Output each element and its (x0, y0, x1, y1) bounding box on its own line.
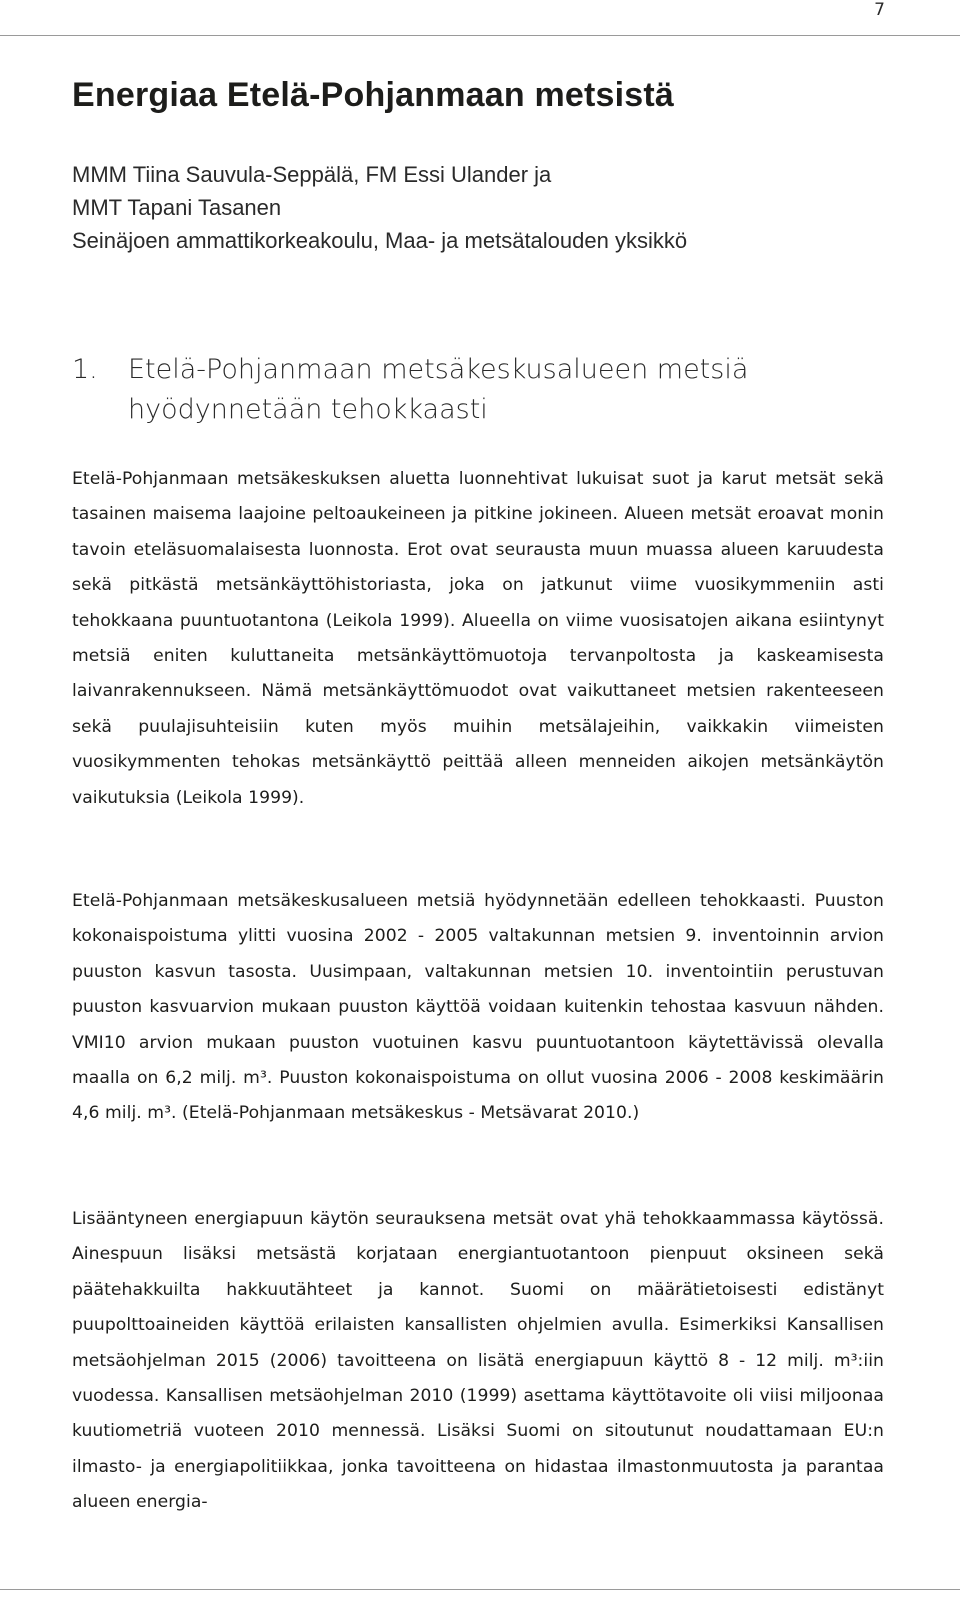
section-title: Etelä-Pohjanmaan metsäkeskusalueen metsiä hyödynnetään tehokkaasti (128, 354, 749, 425)
author-line: MMM Tiina Sauvula-Seppälä, FM Essi Ulander ja (72, 162, 552, 187)
author-block (72, 158, 902, 257)
body-paragraph: Etelä-Pohjanmaan metsäkeskusalueen metsiä hyödynnetään edelleen tehokkaasti. Puuston kokonaispoistuma ylitti vuosina 2002 - 2005 valtakunnan metsien 9. inventoinnin arvion puuston kasvun tasosta. Uusimpaan, valtakunnan metsien 10. inventointiin perustuvan puuston kasvuarvion mukaan puuston käyttöä voidaan kuitenkin tehostaa kasvuun nähden. VMI10 arvion mukaan puuston vuotuinen kasvu puuntuotantoon käytettävissä olevalla maalla on 6,2 milj. m³. Puuston kokonaispoistuma on ollut vuosina 2006 - 2008 keskimäärin 4,6 milj. m³. (Etelä-Pohjanmaan metsäkeskus - Metsävarat 2010.) (72, 891, 884, 1124)
author-line: MMT Tapani Tasanen (72, 195, 282, 220)
page-number: 7 (874, 0, 885, 20)
section-number: 1. (72, 354, 98, 385)
footer-rule (0, 1589, 960, 1590)
header-rule (0, 35, 960, 36)
section-heading (72, 350, 902, 430)
body-paragraph: Lisääntyneen energiapuun käytön seurauksena metsät ovat yhä tehokkaammassa käytössä. Ainespuun lisäksi metsästä korjataan energiantuotantoon pienpuut oksineen sekä päätehakkuilta hakkuutähteet ja kannot. Suomi on määrätietoisesti edistänyt puupolttoaineiden käyttöä erilaisten kansallisten ohjelmien avulla. Esimerkiksi Kansallisen metsäohjelman 2015 (2006) tavoitteena on lisätä energiapuun käyttö 8 - 12 milj. m³:iin vuodessa. Kansallisen metsäohjelman 2010 (1999) asettama käyttötavoite oli viisi miljoonaa kuutiometriä vuoteen 2010 mennessä. Lisäksi Suomi on sitoutunut noudattamaan EU:n ilmasto- ja energiapolitiikkaa, jonka tavoitteena on hidastaa ilmastonmuutosta ja parantaa alueen energia- (72, 1209, 884, 1513)
author-affiliation: Seinäjoen ammattikorkeakoulu, Maa- ja metsätalouden yksikkö (72, 228, 688, 253)
article-title: Energiaa Etelä-Pohjanmaan metsistä (72, 76, 675, 114)
body-paragraph: Etelä-Pohjanmaan metsäkeskuksen aluetta luonnehtivat lukuisat suot ja karut metsät sekä tasainen maisema laajoine peltoaukeineen ja pitkine jokineen. Alueen metsät eroavat monin tavoin eteläsuomalaisesta luonnosta. Erot ovat seurausta muun muassa alueen karuudesta sekä pitkästä metsänkäyttöhistoriasta, joka on jatkunut viime vuosikymmeniin asti tehokkaana puuntuotantona (Leikola 1999). Alueella on viime vuosisatojen aikana esiintynyt metsiä eniten kuluttaneita metsänkäyttömuotoja tervanpoltosta ja kaskeamisesta laivanrakennukseen. Nämä metsänkäyttömuodot ovat vaikuttaneet metsien rakenteeseen sekä puulajisuhteisiin kuten myös muihin metsälajeihin, vaikkakin viimeisten vuosikymmenten tehokas metsänkäyttö peittää alleen menneiden aikojen metsänkäytön vaikutuksia (Leikola 1999). (72, 469, 884, 808)
